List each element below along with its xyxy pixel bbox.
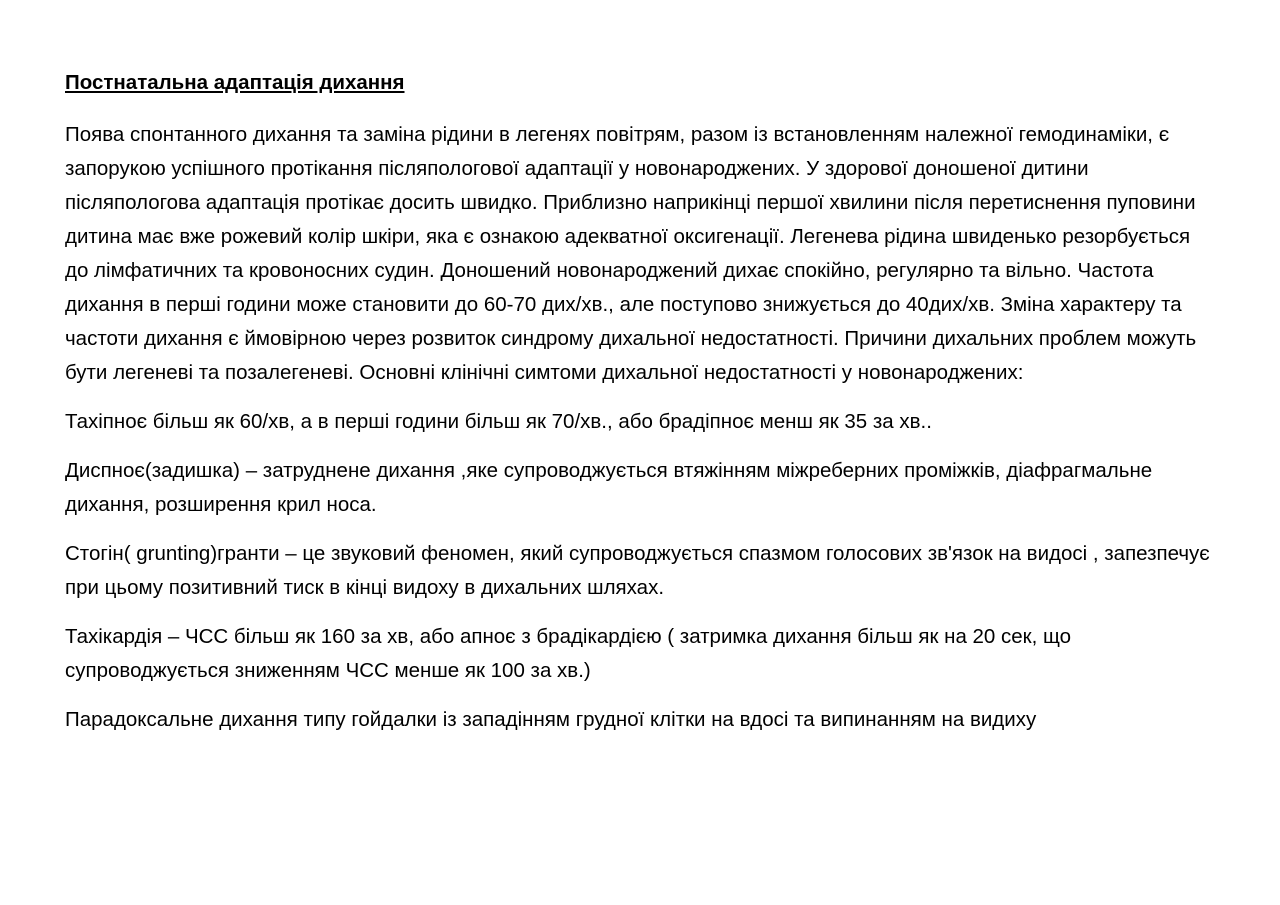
document-page bbox=[65, 68, 1215, 752]
intro-paragraph: Поява спонтанного дихання та заміна рідини в легенях повітрям, разом із встановленням належної гемодинаміки, є запорукою успішного протікання післяпологової адаптації у новонароджених. У здорової доношеної дитини післяпологова адаптація протікає досить швидко. Приблизно наприкінці першої хвилини після перетиснення пуповини дитина має вже рожевий колір шкіри, яка є ознакою адекватної оксигенації. Легенева рідина швиденько резорбується до лімфатичних та кровоносних судин. Доношений новонароджений дихає спокійно, регулярно та вільно. Частота дихання в перші години може становити до 60-70 дих/хв., але поступово знижується до 40дих/хв. Зміна характеру та частоти дихання є ймовірною через розвиток синдрому дихальної недостатності. Причини дихальних проблем можуть бути легеневі та позалегеневі. Основні клінічні симтоми дихальної недостатності у новонароджених: bbox=[65, 123, 1197, 384]
symptom-tachycardia: Тахікардія – ЧСС більш як 160 за хв, або апноє з брадікардією ( затримка дихання більш як на 20 сек, що супроводжується зниженням ЧСС менше як 100 за хв.) bbox=[65, 625, 1072, 682]
document-title: Постнатальна адаптація дихання bbox=[65, 71, 405, 94]
symptom-grunting: Стогін( grunting)гранти – це звуковий феномен, який супроводжується спазмом голосових зв'язок на видосі , запезпечує при цьому позитивний тиск в кінці видоху в дихальних шляхах. bbox=[65, 542, 1210, 599]
symptom-tachypnea: Тахіпноє більш як 60/хв, а в перші години більш як 70/хв., або брадіпноє менш як 35 за хв.. bbox=[65, 410, 932, 433]
symptom-paradoxical-breathing: Парадоксальне дихання типу гойдалки із западінням грудної клітки на вдосі та випинанням на видиху bbox=[65, 708, 1037, 731]
symptom-dyspnea: Диспноє(задишка) – затруднене дихання ,яке супроводжується втяжінням міжреберних проміжків, діафрагмальне дихання, розширення крил носа. bbox=[65, 459, 1153, 516]
